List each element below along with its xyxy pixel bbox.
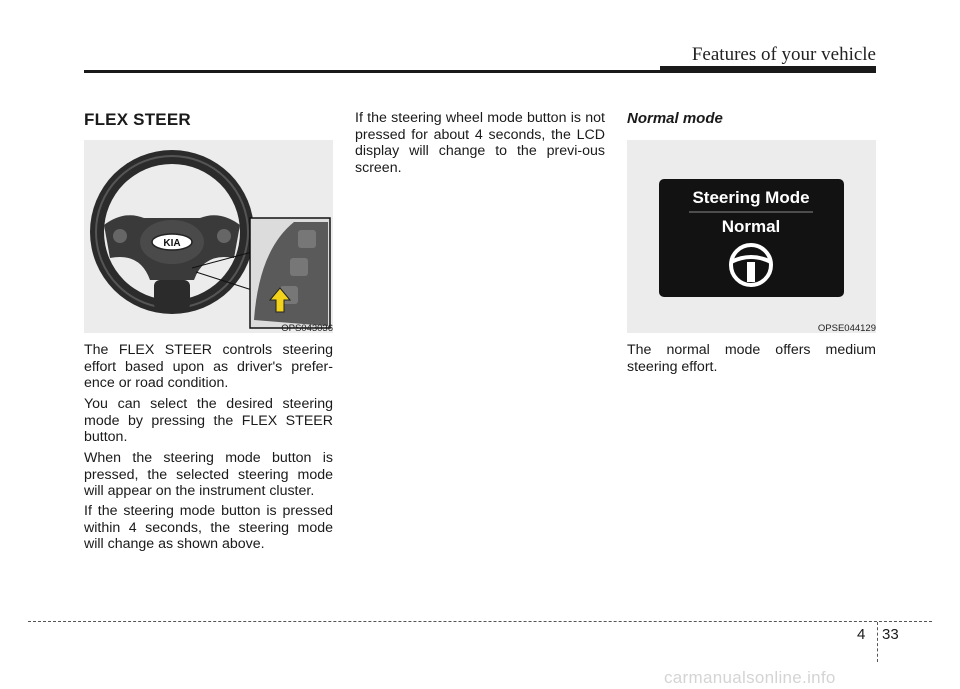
lcd-mode: Normal <box>721 217 781 236</box>
header-section-title: Features of your vehicle <box>691 44 876 65</box>
footer-divider <box>877 622 878 662</box>
paragraph: You can select the desired steering mode by pressing the FLEX STEER button. <box>84 396 333 445</box>
chapter-number: 4 <box>857 626 866 643</box>
lcd-title: Steering Mode <box>692 188 810 207</box>
steering-wheel-illustration <box>84 140 333 333</box>
paragraph: The FLEX STEER controls steering effort based upon as driver's prefer-ence or road condition. <box>84 342 333 391</box>
watermark: carmanualsonline.info <box>664 668 836 687</box>
steering-wheel-figure <box>84 140 333 333</box>
wheel-logo-text: KIA <box>163 238 181 249</box>
lcd-display-illustration <box>627 140 876 333</box>
paragraph: If the steering wheel mode button is not pressed for about 4 seconds, the LCD display will change to the previ-ous screen. <box>355 110 605 176</box>
section-heading: FLEX STEER <box>84 110 191 129</box>
page-number: 33 <box>882 626 899 643</box>
header-rule-accent <box>660 66 876 73</box>
figure-code: OPSE044129 <box>817 323 876 334</box>
paragraph: When the steering mode button is pressed, the selected steering mode will appear on the instrument cluster. <box>84 450 333 499</box>
paragraph: The normal mode offers medium steering effort. <box>627 342 876 375</box>
figure-code: OPS043036 <box>281 323 333 334</box>
lcd-display-figure <box>627 140 876 333</box>
paragraph: If the steering mode button is pressed within 4 seconds, the steering mode will change as shown above. <box>84 503 333 552</box>
subsection-heading: Normal mode <box>627 110 723 127</box>
footer-rule <box>28 621 932 622</box>
